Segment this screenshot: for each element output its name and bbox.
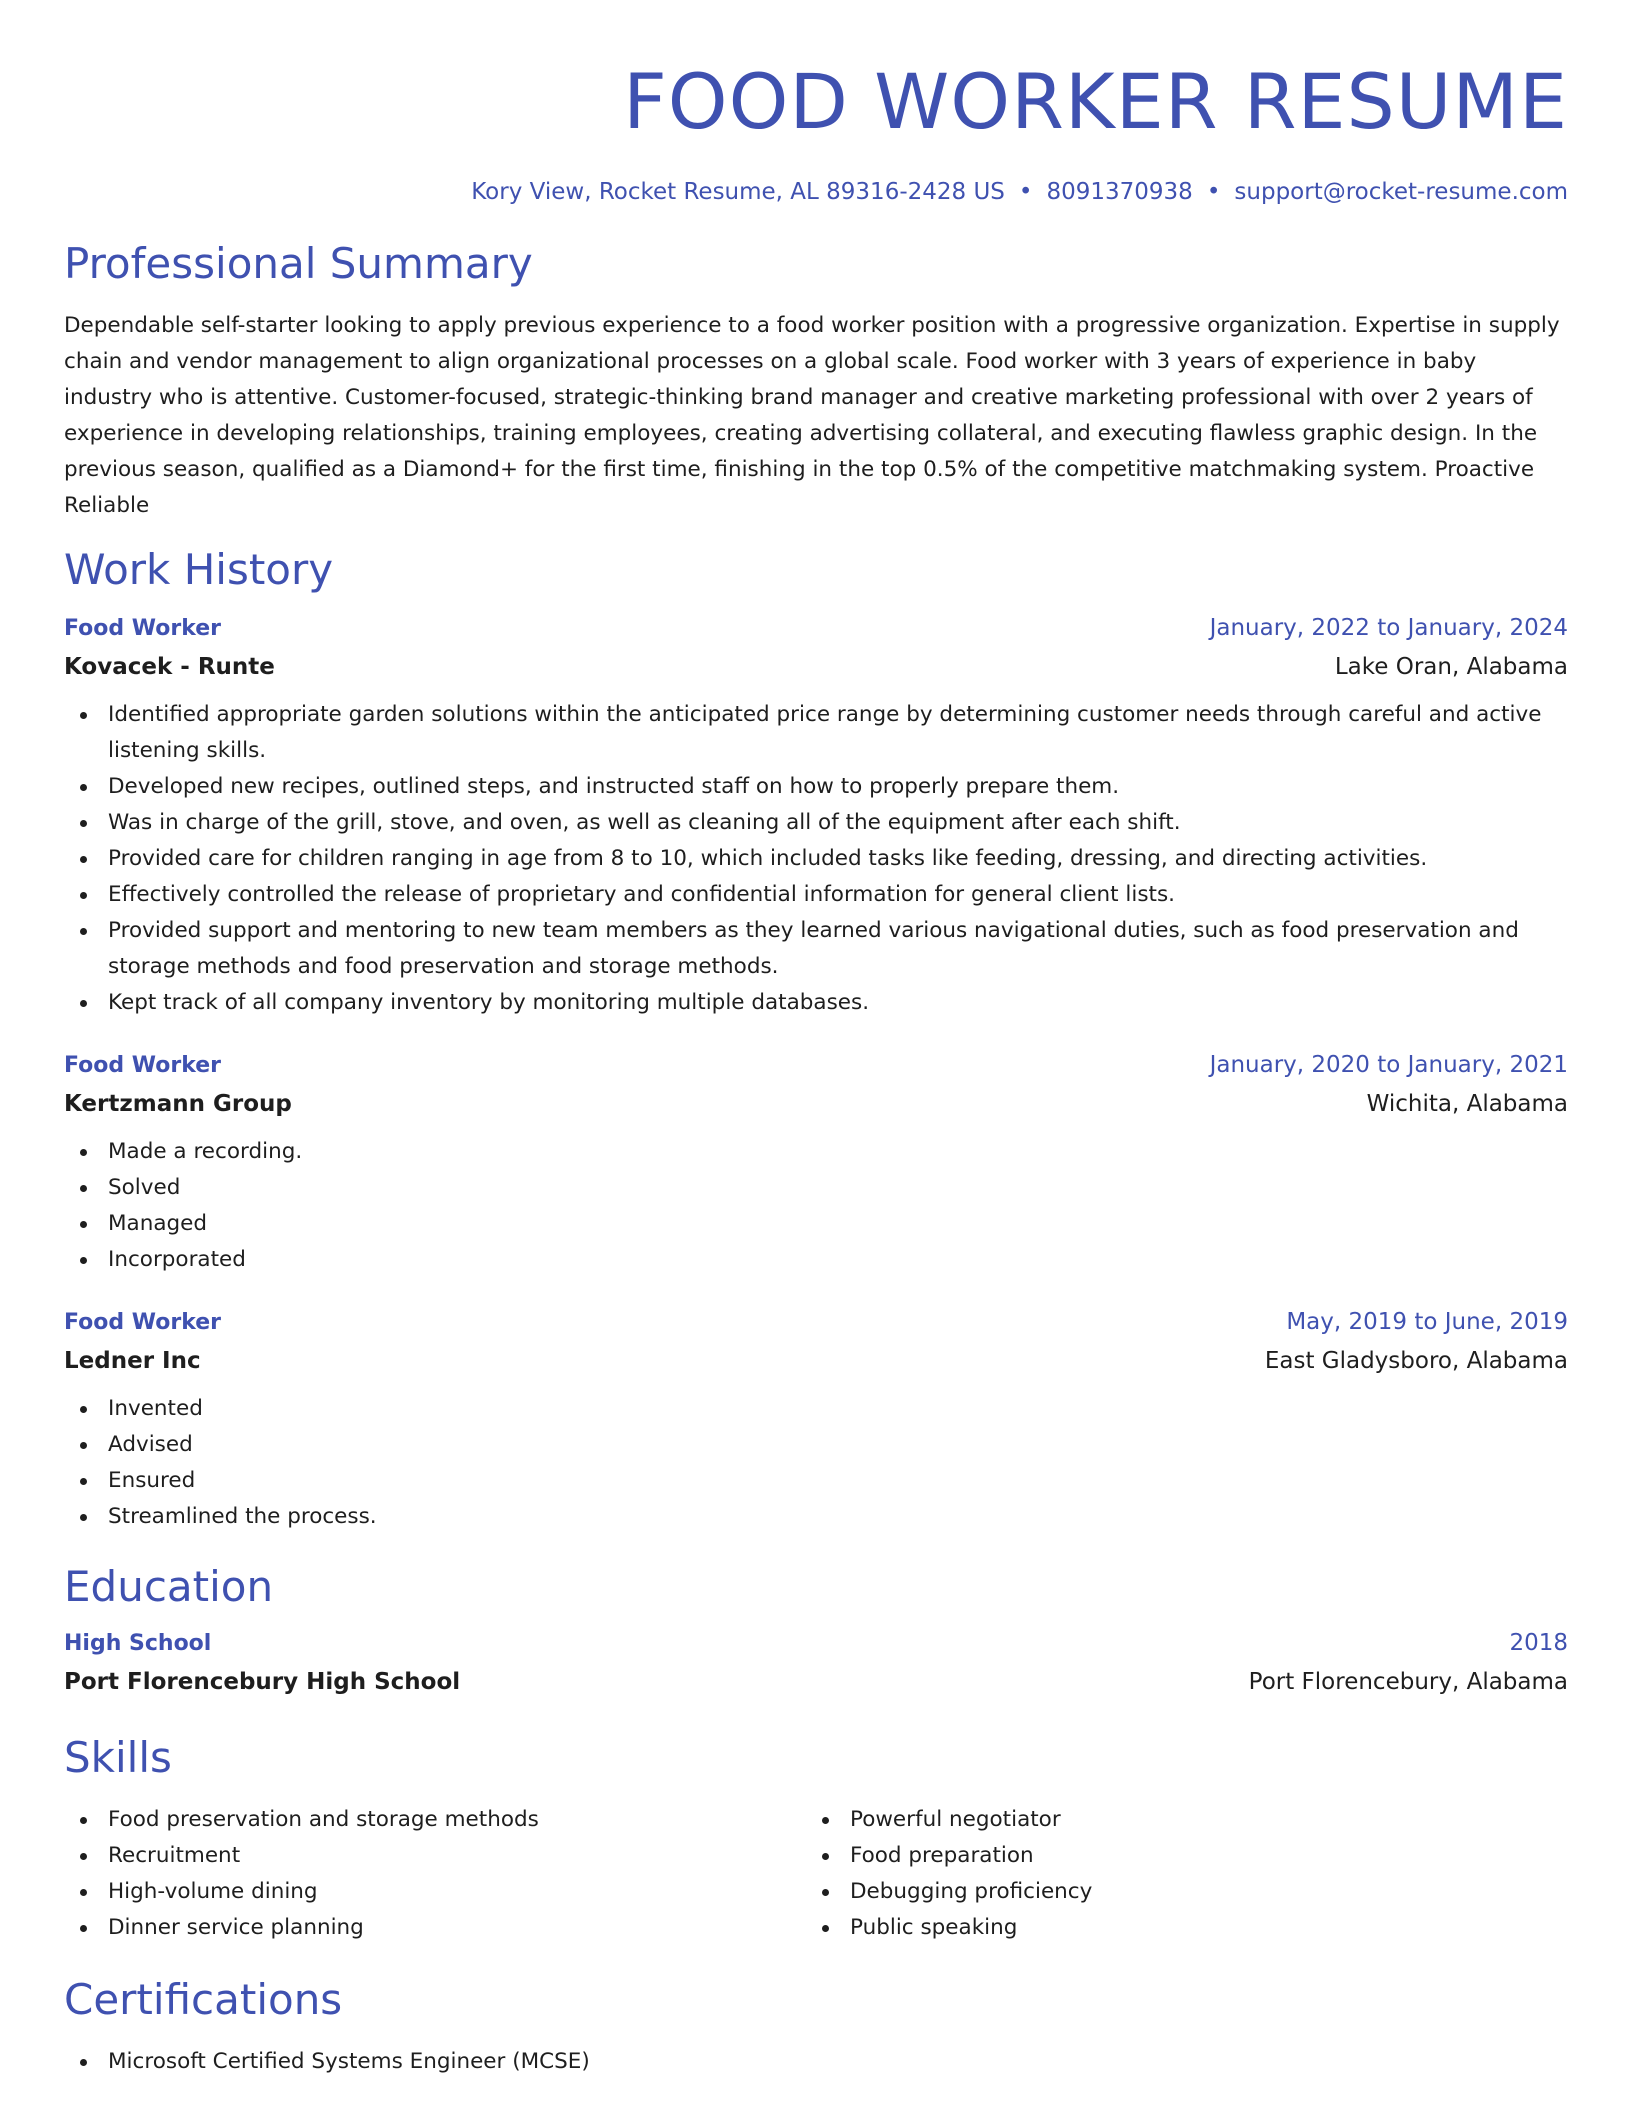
skills-column-right <box>806 1802 1548 1946</box>
skills-column-left <box>64 1802 806 1946</box>
skill-item: Food preparation <box>806 1838 1548 1874</box>
resume-title: FOOD WORKER RESUME <box>623 57 1568 146</box>
address: Kory View, Rocket Resume, AL 89316-2428 US <box>471 179 1005 205</box>
list-item: Advised <box>64 1427 1568 1463</box>
job-entry <box>64 1047 1568 1278</box>
job-location: East Gladysboro, Alabama <box>1264 1348 1568 1374</box>
certification-item: Microsoft Certified Systems Engineer (MCSE) <box>64 2044 1568 2080</box>
skills-heading: Skills <box>64 1733 172 1782</box>
job-dates: January, 2022 to January, 2024 <box>1209 615 1568 641</box>
skill-item: Powerful negotiator <box>806 1802 1548 1838</box>
skill-item: Debugging proficiency <box>806 1874 1548 1910</box>
job-dates: January, 2020 to January, 2021 <box>1209 1052 1568 1078</box>
list-item: Provided support and mentoring to new team members as they learned various navigational duties, such as food preservation and storage methods and food preservation and storage methods. <box>64 913 1568 985</box>
list-item: Provided care for children ranging in age from 8 to 10, which included tasks like feeding, dressing, and directing activities. <box>64 841 1568 877</box>
job-bullets <box>64 1134 1568 1278</box>
list-item: Incorporated <box>64 1242 1568 1278</box>
certifications-heading: Certifications <box>64 1975 343 2024</box>
job-bullets <box>64 1391 1568 1535</box>
summary-text: Dependable self-starter looking to apply previous experience to a food worker position with a progressive organization. Expertise in supply chain and vendor management to align organizational processes on a global scale. Food worker with 3 years of experience in baby industry who is attentive. Customer-focused, strategic-thinking brand manager and creative marketing professional with over 2 years of experience in developing relationships, training employees, creating advertising collateral, and executing flawless graphic design. In the previous season, qualified as a Diamond+ for the first time, finishing in the top 0.5% of the competitive matchmaking system. Proactive Reliable <box>64 313 1560 518</box>
degree: High School <box>64 1631 212 1656</box>
list-item: Solved <box>64 1170 1568 1206</box>
job-title: Food Worker <box>64 1310 222 1335</box>
list-item: Invented <box>64 1391 1568 1427</box>
list-item: Streamlined the process. <box>64 1499 1568 1535</box>
job-entry <box>64 1304 1568 1535</box>
company-name: Kovacek - Runte <box>64 654 275 680</box>
phone-number: 8091370938 <box>1046 179 1193 205</box>
summary-heading: Professional Summary <box>64 239 533 288</box>
separator-dot: • <box>1206 179 1221 205</box>
company-name: Kertzmann Group <box>64 1091 292 1117</box>
skill-item: High-volume dining <box>64 1874 806 1910</box>
email-address: support@rocket-resume.com <box>1234 179 1568 205</box>
list-item: Made a recording. <box>64 1134 1568 1170</box>
graduation-year: 2018 <box>1509 1630 1568 1656</box>
job-location: Wichita, Alabama <box>1366 1091 1568 1117</box>
school-name: Port Florencebury High School <box>64 1669 461 1695</box>
education-heading: Education <box>64 1562 274 1611</box>
list-item: Effectively controlled the release of proprietary and confidential information for general client lists. <box>64 877 1568 913</box>
list-item: Identified appropriate garden solutions within the anticipated price range by determining customer needs through careful and active listening skills. <box>64 697 1568 769</box>
job-entry <box>64 610 1568 1021</box>
company-name: Ledner Inc <box>64 1348 201 1374</box>
skill-item: Public speaking <box>806 1910 1548 1946</box>
skill-item: Dinner service planning <box>64 1910 806 1946</box>
skill-item: Recruitment <box>64 1838 806 1874</box>
job-dates: May, 2019 to June, 2019 <box>1286 1309 1568 1335</box>
list-item: Developed new recipes, outlined steps, and instructed staff on how to properly prepare them. <box>64 769 1568 805</box>
job-location: Lake Oran, Alabama <box>1334 654 1568 680</box>
list-item: Ensured <box>64 1463 1568 1499</box>
job-title: Food Worker <box>64 616 222 641</box>
list-item: Kept track of all company inventory by monitoring multiple databases. <box>64 985 1568 1021</box>
job-title: Food Worker <box>64 1053 222 1078</box>
work-history-heading: Work History <box>64 545 334 594</box>
skill-item: Food preservation and storage methods <box>64 1802 806 1838</box>
separator-dot: • <box>1018 179 1033 205</box>
contact-line <box>64 176 1568 208</box>
job-bullets <box>64 697 1568 1021</box>
education-entry <box>64 1625 1568 1702</box>
list-item: Was in charge of the grill, stove, and oven, as well as cleaning all of the equipment after each shift. <box>64 805 1568 841</box>
school-location: Port Florencebury, Alabama <box>1248 1669 1568 1695</box>
list-item: Managed <box>64 1206 1568 1242</box>
certifications-list <box>64 2044 1568 2080</box>
skills-list <box>64 1802 1568 1946</box>
